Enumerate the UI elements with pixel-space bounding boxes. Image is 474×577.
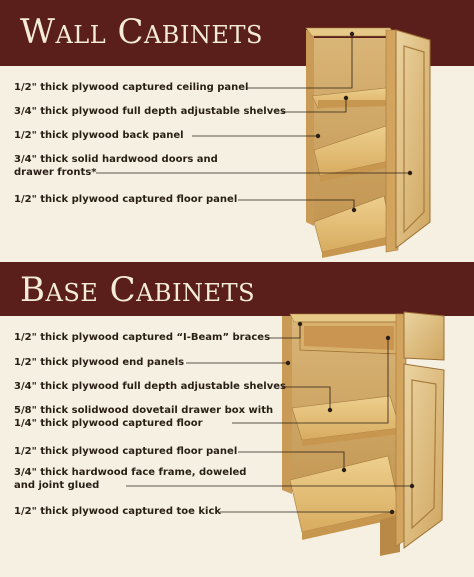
base-label-drawer-box-line1: 5/8" thick solidwood dovetail drawer box with: [14, 405, 274, 416]
base-label-floor-panel: 1/2" thick plywood captured floor panel: [14, 446, 238, 457]
wall-left-side: [306, 30, 314, 226]
base-label-i-beam-braces: 1/2" thick plywood captured “I-Beam” braces: [14, 332, 271, 343]
wall-cabinet-illustration: [306, 28, 430, 258]
wall-label-ceiling-panel: 1/2" thick plywood captured ceiling panel: [14, 82, 249, 93]
base-cabinet-illustration: [282, 312, 444, 556]
wall-label-doors-line2: drawer fronts*: [14, 167, 97, 178]
base-cabinets-title: Base Cabinets: [20, 270, 256, 310]
base-drawer-front: [404, 312, 444, 360]
base-label-toe-kick: 1/2" thick plywood captured toe kick: [14, 506, 222, 517]
base-drawer-floor: [304, 326, 394, 350]
base-i-beam-brace: [290, 314, 406, 322]
wall-cabinets-title: Wall Cabinets: [20, 12, 263, 52]
wall-door: [396, 30, 430, 248]
base-label-end-panels: 1/2" thick plywood end panels: [14, 357, 185, 368]
base-left-end: [282, 316, 292, 494]
base-label-face-frame-line2: and joint glued: [14, 480, 100, 491]
wall-label-doors-line1: 3/4" thick solid hardwood doors and: [14, 154, 218, 165]
base-door: [404, 364, 444, 548]
wall-label-adjustable-shelves: 3/4" thick plywood full depth adjustable shelves: [14, 106, 286, 117]
base-label-face-frame-line1: 3/4" thick hardwood face frame, doweled: [14, 467, 247, 478]
base-label-adjustable-shelves: 3/4" thick plywood full depth adjustable shelves: [14, 381, 286, 392]
wall-label-floor-panel: 1/2" thick plywood captured floor panel: [14, 194, 238, 205]
wall-label-back-panel: 1/2" thick plywood back panel: [14, 130, 184, 141]
base-label-drawer-box-line2: 1/4" thick plywood captured floor: [14, 418, 203, 429]
